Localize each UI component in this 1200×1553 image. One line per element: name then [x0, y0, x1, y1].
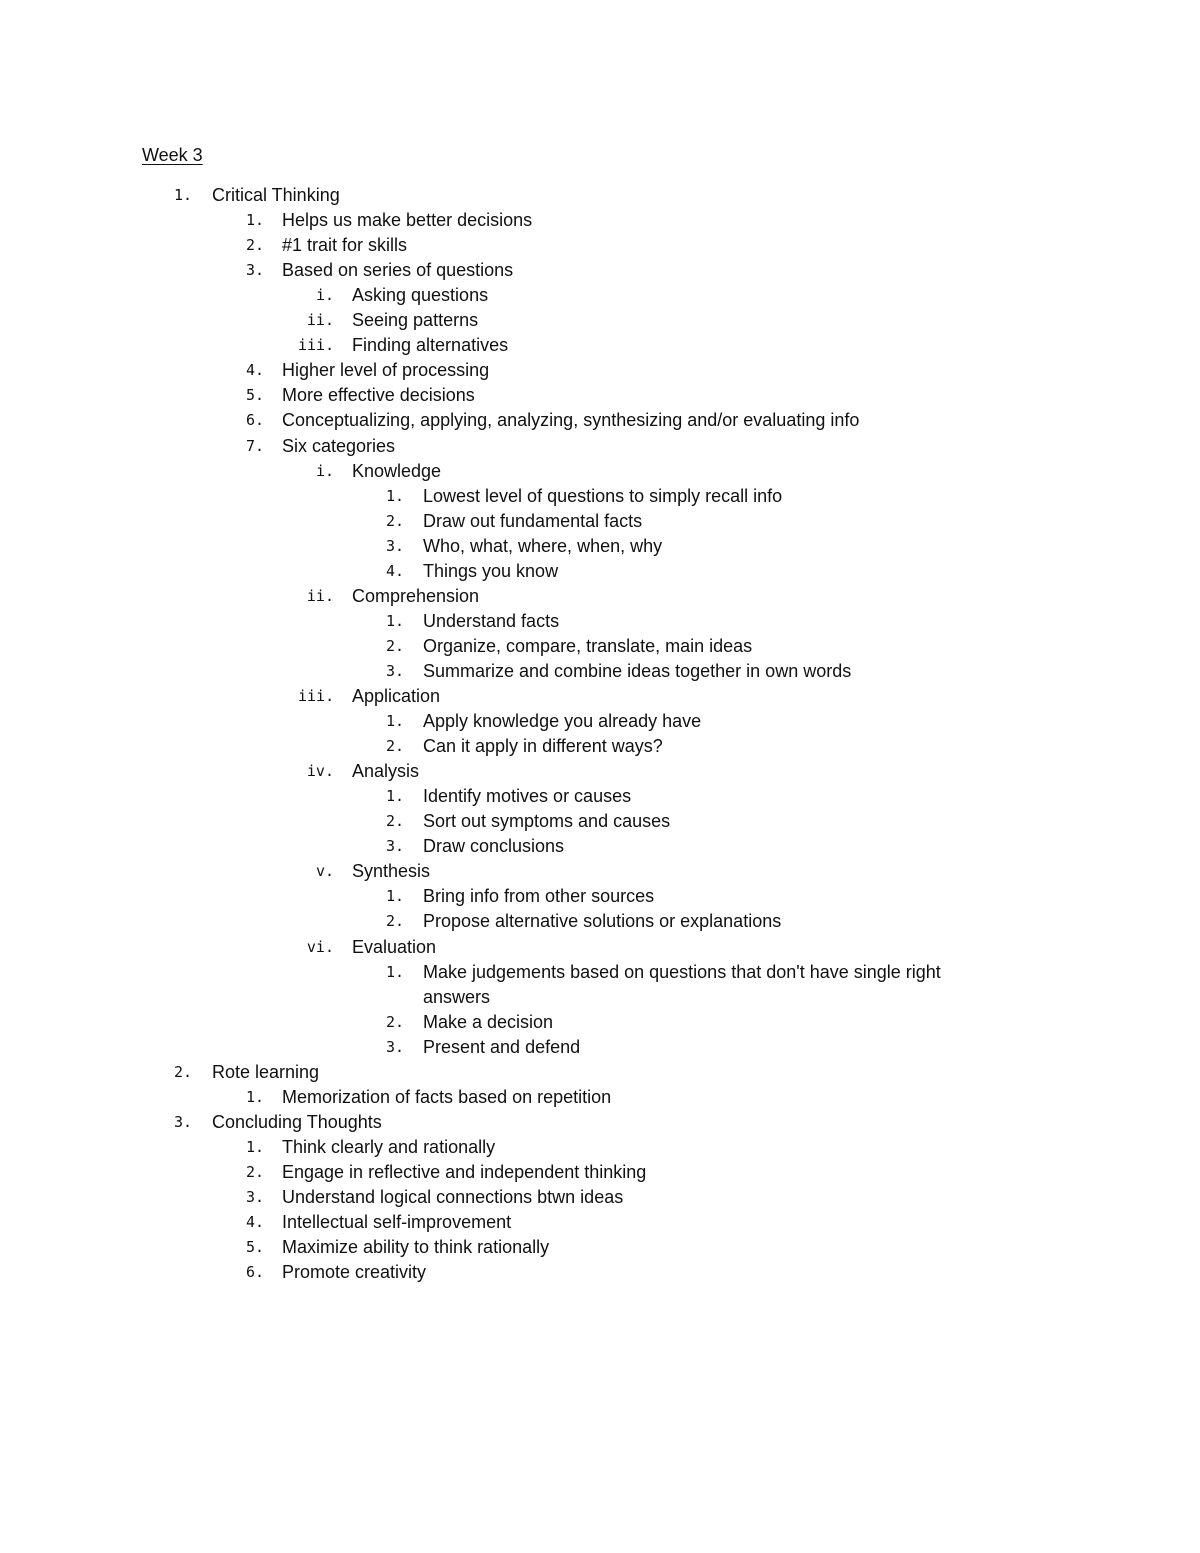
list-marker: 2. — [385, 1013, 404, 1031]
list-item-text: Seeing patterns — [352, 310, 479, 330]
list-item-text: Draw out fundamental facts — [423, 511, 643, 531]
list-item-text: Summarize and combine ideas together in own words — [423, 661, 852, 681]
list-marker: 3. — [245, 1188, 264, 1206]
list-item-level-3 — [0, 859, 1200, 884]
list-item-level-2 — [0, 233, 1200, 258]
list-marker: v. — [315, 862, 334, 880]
list-item-text: Six categories — [282, 436, 396, 456]
list-item-level-3 — [0, 333, 1200, 358]
list-item-text: Lowest level of questions to simply recall info — [423, 486, 783, 506]
list-item-level-2 — [0, 1160, 1200, 1185]
list-item-level-2 — [0, 383, 1200, 408]
list-marker: 4. — [245, 1213, 264, 1231]
list-item-level-2 — [0, 1235, 1200, 1260]
list-item-text: Memorization of facts based on repetition — [282, 1087, 612, 1107]
list-marker: 3. — [385, 662, 404, 680]
list-marker: 2. — [173, 1063, 192, 1081]
list-item-level-2 — [0, 258, 1200, 283]
list-item-level-4 — [0, 834, 1200, 859]
list-item-level-4 — [0, 734, 1200, 759]
list-item-level-2 — [0, 408, 1200, 433]
list-item-level-4 — [0, 1010, 1200, 1035]
list-item-level-4 — [0, 884, 1200, 909]
list-marker: 1. — [385, 612, 404, 630]
list-item-level-3 — [0, 308, 1200, 333]
list-marker: i. — [315, 286, 334, 304]
list-marker: 2. — [245, 1163, 264, 1181]
list-item-level-4 — [0, 784, 1200, 809]
list-marker: 2. — [385, 737, 404, 755]
list-marker: iii. — [298, 336, 335, 354]
list-item-text: Think clearly and rationally — [282, 1137, 496, 1157]
list-item-text: Synthesis — [352, 861, 431, 881]
list-item-text: Concluding Thoughts — [212, 1112, 382, 1132]
list-marker: iii. — [298, 687, 335, 705]
list-item-text: Organize, compare, translate, main ideas — [423, 636, 753, 656]
list-marker: 1. — [245, 1138, 264, 1156]
list-marker: 3. — [385, 837, 404, 855]
list-item-level-2 — [0, 208, 1200, 233]
list-item-level-4 — [0, 709, 1200, 734]
list-marker: 4. — [245, 361, 264, 379]
list-marker: 2. — [385, 912, 404, 930]
list-item-level-4 — [0, 1035, 1200, 1060]
list-item-text: More effective decisions — [282, 385, 475, 405]
list-item-text: Can it apply in different ways? — [423, 736, 663, 756]
list-item-level-2 — [0, 1085, 1200, 1110]
list-item-level-2 — [0, 1210, 1200, 1235]
list-marker: 3. — [385, 537, 404, 555]
list-item-text: Engage in reflective and independent thinking — [282, 1162, 647, 1182]
list-item-text: Present and defend — [423, 1037, 581, 1057]
list-item-level-1 — [0, 1060, 1200, 1085]
list-item-text: Apply knowledge you already have — [423, 711, 702, 731]
list-item-text: Rote learning — [212, 1062, 320, 1082]
list-marker: 6. — [245, 411, 264, 429]
list-marker: 2. — [385, 812, 404, 830]
list-item-text: Intellectual self-improvement — [282, 1212, 512, 1232]
list-item-level-2 — [0, 1135, 1200, 1160]
list-item-level-2 — [0, 434, 1200, 459]
list-item-level-3 — [0, 459, 1200, 484]
list-marker: i. — [315, 462, 334, 480]
list-marker: vi. — [306, 938, 334, 956]
list-marker: 1. — [173, 186, 192, 204]
list-item-text: Application — [352, 686, 441, 706]
list-item-text: Understand logical connections btwn ideas — [282, 1187, 624, 1207]
list-item-text: Higher level of processing — [282, 360, 490, 380]
list-item-level-4 — [0, 809, 1200, 834]
list-item-level-1 — [0, 1110, 1200, 1135]
page-title: Week 3 — [142, 145, 203, 165]
list-item-text: Draw conclusions — [423, 836, 565, 856]
list-item-text: Make a decision — [423, 1012, 554, 1032]
list-item-level-2 — [0, 1185, 1200, 1210]
list-marker: 2. — [385, 512, 404, 530]
list-marker: 3. — [245, 261, 264, 279]
list-item-level-4 — [0, 534, 1200, 559]
list-item-level-3 — [0, 684, 1200, 709]
list-item-text: Finding alternatives — [352, 335, 509, 355]
list-marker: 3. — [173, 1113, 192, 1131]
list-marker: 1. — [245, 211, 264, 229]
list-item-text: Sort out symptoms and causes — [423, 811, 671, 831]
list-marker: 5. — [245, 1238, 264, 1256]
list-item-level-4 — [0, 484, 1200, 509]
list-item-level-4 — [0, 559, 1200, 584]
list-item-level-4 — [0, 609, 1200, 634]
list-item-text: Make judgements based on questions that don't have single right — [423, 962, 941, 982]
list-item-text: Conceptualizing, applying, analyzing, synthesizing and/or evaluating info — [282, 410, 860, 430]
list-item-level-4 — [0, 659, 1200, 684]
list-item-level-1 — [0, 183, 1200, 208]
list-item-text: Bring info from other sources — [423, 886, 655, 906]
list-item-level-3 — [0, 759, 1200, 784]
list-item-text: Things you know — [423, 561, 559, 581]
list-item-level-3 — [0, 935, 1200, 960]
list-item-text: Propose alternative solutions or explanations — [423, 911, 782, 931]
list-marker: 2. — [245, 236, 264, 254]
list-marker: 1. — [385, 712, 404, 730]
list-item-text: answers — [423, 987, 491, 1007]
list-item-text: Knowledge — [352, 461, 442, 481]
list-marker: 5. — [245, 386, 264, 404]
list-item-text: Maximize ability to think rationally — [282, 1237, 550, 1257]
list-item-text: Helps us make better decisions — [282, 210, 533, 230]
list-item-text: Understand facts — [423, 611, 560, 631]
list-item-text: #1 trait for skills — [282, 235, 408, 255]
list-item-level-4 — [0, 509, 1200, 534]
list-item-text: Evaluation — [352, 937, 437, 957]
list-marker: 4. — [385, 562, 404, 580]
list-marker: iv. — [306, 762, 334, 780]
list-marker: 1. — [385, 963, 404, 981]
list-marker: 2. — [385, 637, 404, 655]
list-item-text: Identify motives or causes — [423, 786, 632, 806]
list-item-continuation — [0, 985, 1200, 1010]
list-item-level-3 — [0, 584, 1200, 609]
list-item-text: Critical Thinking — [212, 185, 340, 205]
list-marker: ii. — [306, 587, 334, 605]
list-item-text: Based on series of questions — [282, 260, 514, 280]
list-item-text: Who, what, where, when, why — [423, 536, 663, 556]
list-marker: 7. — [245, 437, 264, 455]
list-item-level-3 — [0, 283, 1200, 308]
list-item-text: Analysis — [352, 761, 420, 781]
list-marker: 1. — [245, 1088, 264, 1106]
list-marker: 1. — [385, 887, 404, 905]
list-marker: 6. — [245, 1263, 264, 1281]
list-marker: ii. — [306, 311, 334, 329]
list-item-level-4 — [0, 960, 1200, 985]
list-item-text: Promote creativity — [282, 1262, 427, 1282]
list-item-text: Comprehension — [352, 586, 480, 606]
list-item-level-4 — [0, 909, 1200, 934]
list-item-level-2 — [0, 1260, 1200, 1285]
list-marker: 3. — [385, 1038, 404, 1056]
list-marker: 1. — [385, 787, 404, 805]
list-item-level-4 — [0, 634, 1200, 659]
list-marker: 1. — [385, 487, 404, 505]
list-item-text: Asking questions — [352, 285, 489, 305]
list-item-level-2 — [0, 358, 1200, 383]
